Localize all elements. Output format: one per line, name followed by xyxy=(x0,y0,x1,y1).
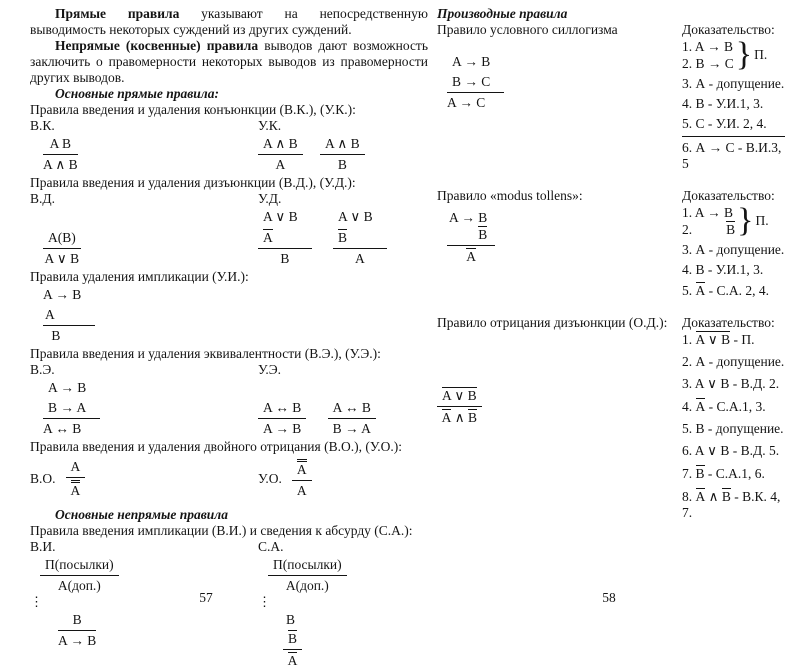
proof-line: 5. В - допущение. xyxy=(682,421,784,436)
proof-line: 6. A ∨ B - В.Д. 5. xyxy=(682,443,780,458)
indirect-rules-paragraph: Непрямые (косвенные) правила выводов дают возможность заключить о правомерности некоторых выводов из правомерности других выводов. xyxy=(30,38,428,85)
fraction-numerator: П(посылки) xyxy=(40,557,119,576)
premise: A → B xyxy=(452,54,491,69)
fraction-denominator: A → B xyxy=(58,633,97,648)
premise: A → B xyxy=(449,210,488,225)
proof-line: 4. В - У.И.1, 3. xyxy=(682,262,764,277)
proof-line: 2. B xyxy=(682,222,736,237)
fraction-denominator: A xyxy=(466,249,476,264)
page-number-right: 58 xyxy=(602,590,616,605)
fraction-denominator: A xyxy=(287,653,298,668)
proof-conclusion-line: 6. А → С - В.И.3, 5 xyxy=(682,136,785,172)
uk-fraction-2 xyxy=(320,136,365,173)
proof-line: 3. А - допущение. xyxy=(682,242,785,257)
vertical-ellipsis: ⋮ xyxy=(30,594,43,609)
fraction-numerator: A xyxy=(292,459,312,481)
vk-label: В.К. xyxy=(30,118,55,133)
uk-label: У.К. xyxy=(258,118,282,133)
ud-fraction-2 xyxy=(333,209,387,267)
fraction-denominator: A xyxy=(275,157,286,172)
vi-sa-caption: Правила введения импликации (В.И.) и сведения к абсурду (С.А.): xyxy=(30,523,413,538)
fraction-denominator: A ∧ B xyxy=(441,410,478,425)
fraction-numerator: A B xyxy=(43,136,78,155)
fraction-denominator: А(доп.) xyxy=(57,578,101,593)
fraction-denominator: A ∧ B xyxy=(43,157,78,172)
proof-line: 1. A → B xyxy=(682,39,734,54)
vd-label: В.Д. xyxy=(30,191,55,206)
fraction-numerator: П(посылки) xyxy=(268,557,347,576)
page-58 xyxy=(437,6,785,527)
fraction-denominator: A → C xyxy=(447,95,486,110)
proof-line: 5. С - У.И. 2, 4. xyxy=(682,116,767,131)
conjunction-caption: Правила введения и удаления конъюнкции (В.К.), (У.К.): xyxy=(30,102,356,117)
uo-fraction xyxy=(292,459,312,499)
proof-line: 1. A ∨ B - П. xyxy=(682,332,755,347)
vi-premises-fraction xyxy=(40,557,119,594)
disjunction-negation-proof xyxy=(682,331,785,521)
premises-brace-group xyxy=(682,204,785,238)
sa-premises-fraction xyxy=(268,557,347,594)
brace-icon: } xyxy=(735,36,753,73)
modus-tollens-proof xyxy=(682,204,785,299)
fraction-numerator: A(B) xyxy=(43,230,81,249)
fraction-denominator: B xyxy=(51,328,61,343)
premise: A ∨ B xyxy=(338,209,373,224)
page-number-left: 57 xyxy=(199,590,213,605)
double-negation-row xyxy=(30,459,428,499)
ui-fraction xyxy=(43,307,95,344)
proof-label: Доказательство: xyxy=(682,188,775,203)
vo-fraction xyxy=(66,459,86,499)
disjunction-labels-row xyxy=(30,191,428,207)
disjunction-negation-fraction xyxy=(437,387,482,426)
derived-rules-heading: Производные правила xyxy=(437,6,568,21)
premise: B → C xyxy=(452,74,491,89)
main-indirect-rules-heading: Основные непрямые правила xyxy=(55,507,228,522)
proof-label: Доказательство: xyxy=(682,22,775,37)
vo-label: В.О. xyxy=(30,471,56,486)
sa-schema xyxy=(258,557,428,669)
disjunction-caption: Правила введения и удаления дизъюнкции (В.Д.), (У.Д.): xyxy=(30,175,356,190)
fraction-numerator: A ∨ B xyxy=(437,387,482,407)
uo-label: У.О. xyxy=(258,471,282,486)
fraction-numerator xyxy=(258,209,312,249)
conditional-syllogism-fraction xyxy=(447,54,504,111)
fraction-numerator xyxy=(447,54,504,93)
premises-mark: П. xyxy=(754,47,768,62)
premise: A → B xyxy=(48,380,87,395)
ud-fraction-1 xyxy=(258,209,312,267)
fraction-numerator xyxy=(447,210,495,246)
conditional-syllogism-proof xyxy=(682,38,785,172)
equivalence-labels-row xyxy=(30,362,428,378)
direct-rules-term: Прямые правила xyxy=(55,6,180,21)
sa-line-b: B xyxy=(286,612,296,627)
ud-label: У.Д. xyxy=(258,191,282,206)
main-direct-rules-heading: Основные прямые правила: xyxy=(55,86,219,101)
premise: B → A xyxy=(48,400,87,415)
fraction-numerator xyxy=(43,380,100,419)
proof-line: 5. A - С.А. 2, 4. xyxy=(682,283,769,298)
modus-tollens-section xyxy=(437,188,785,303)
page-57 xyxy=(30,6,428,669)
fraction-numerator: A ↔ B xyxy=(258,400,306,419)
ve-fraction xyxy=(43,380,100,437)
fraction-denominator: B → A xyxy=(332,421,371,436)
proof-line: 4. A - С.А.1, 3. xyxy=(682,399,766,414)
fraction-numerator: A xyxy=(43,307,95,326)
proof-label: Доказательство: xyxy=(682,315,775,330)
ue-label: У.Э. xyxy=(258,362,282,377)
fraction-denominator: A → B xyxy=(263,421,302,436)
sa-label: С.А. xyxy=(258,539,284,554)
fraction-denominator: A ↔ B xyxy=(43,421,82,436)
vk-fraction xyxy=(43,136,78,173)
premises-mark: П. xyxy=(755,213,769,228)
indirect-rules-term: Непрямые (косвенные) правила xyxy=(55,38,259,53)
fraction-denominator: A xyxy=(66,478,86,499)
disjunction-formulas-row xyxy=(30,209,428,267)
premise: A ∨ B xyxy=(263,209,298,224)
fraction-numerator xyxy=(333,209,387,249)
conjunction-formulas-row xyxy=(30,136,428,173)
premise-negated: B xyxy=(338,230,348,245)
conditional-syllogism-section xyxy=(437,22,785,176)
proof-line: 3. A ∨ B - В.Д. 2. xyxy=(682,376,780,391)
fraction-numerator: A xyxy=(66,459,86,478)
vi-sa-schemas-row xyxy=(30,557,428,669)
proof-line: 8. A ∧ B - В.К. 4, 7. xyxy=(682,489,781,520)
vd-fraction xyxy=(43,230,81,267)
ue-fraction-1 xyxy=(258,400,306,437)
uk-fraction-1 xyxy=(258,136,303,173)
proof-line: 7. B - С.А.1, 6. xyxy=(682,466,765,481)
ve-label: В.Э. xyxy=(30,362,55,377)
conjunction-labels-row xyxy=(30,118,428,134)
premise-negated: B xyxy=(478,227,488,242)
fraction-numerator: B xyxy=(58,612,96,631)
fraction-numerator: A ↔ B xyxy=(328,400,376,419)
fraction-denominator: A ∨ B xyxy=(44,251,80,266)
fraction-denominator: A xyxy=(296,483,307,498)
proof-line: 4. В - У.И.1, 3. xyxy=(682,96,764,111)
modus-tollens-title: Правило «modus tollens»: xyxy=(437,188,583,203)
implication-caption: Правила удаления импликации (У.И.): xyxy=(30,269,249,284)
proof-line: 1. A → B xyxy=(682,205,734,220)
equivalence-caption: Правила введения и удаления эквивалентности (В.Э.), (У.Э.): xyxy=(30,346,381,361)
fraction-denominator: А(доп.) xyxy=(285,578,329,593)
proof-line: 3. А - допущение. xyxy=(682,76,785,91)
vi-label: В.И. xyxy=(30,539,56,554)
fraction-numerator: A ∧ B xyxy=(320,136,365,155)
disjunction-negation-title: Правило отрицания дизъюнкции (О.Д.): xyxy=(437,315,668,330)
sa-conclusion-fraction xyxy=(283,630,302,669)
vi-conclusion-fraction xyxy=(58,612,96,649)
ue-fraction-2 xyxy=(328,400,376,437)
equivalence-formulas-row xyxy=(30,380,428,437)
conditional-syllogism-title: Правило условного силлогизма xyxy=(437,22,618,37)
proof-line: 2. B → C xyxy=(682,56,734,71)
vi-sa-labels-row xyxy=(30,539,428,555)
brace-icon: } xyxy=(737,202,754,239)
proof-line: 2. А - допущение. xyxy=(682,354,785,369)
fraction-numerator: A ∧ B xyxy=(258,136,303,155)
vi-schema xyxy=(30,557,258,669)
ui-premise: A → B xyxy=(43,287,82,302)
double-negation-caption: Правила введения и удаления двойного отрицания (В.О.), (У.О.): xyxy=(30,439,402,454)
disjunction-negation-section xyxy=(437,315,785,527)
premise-negated: A xyxy=(263,230,273,245)
fraction-denominator: B xyxy=(280,251,290,266)
direct-rules-paragraph: Прямые правила указывают на непосредственную выводимость некоторых суждений из других суждений. xyxy=(30,6,428,37)
premises-brace-group xyxy=(682,38,785,72)
fraction-numerator: B xyxy=(283,630,302,650)
vertical-ellipsis: ⋮ xyxy=(258,594,271,609)
modus-tollens-fraction xyxy=(447,210,495,265)
fraction-denominator: B xyxy=(337,157,347,172)
fraction-denominator: A xyxy=(354,251,365,266)
